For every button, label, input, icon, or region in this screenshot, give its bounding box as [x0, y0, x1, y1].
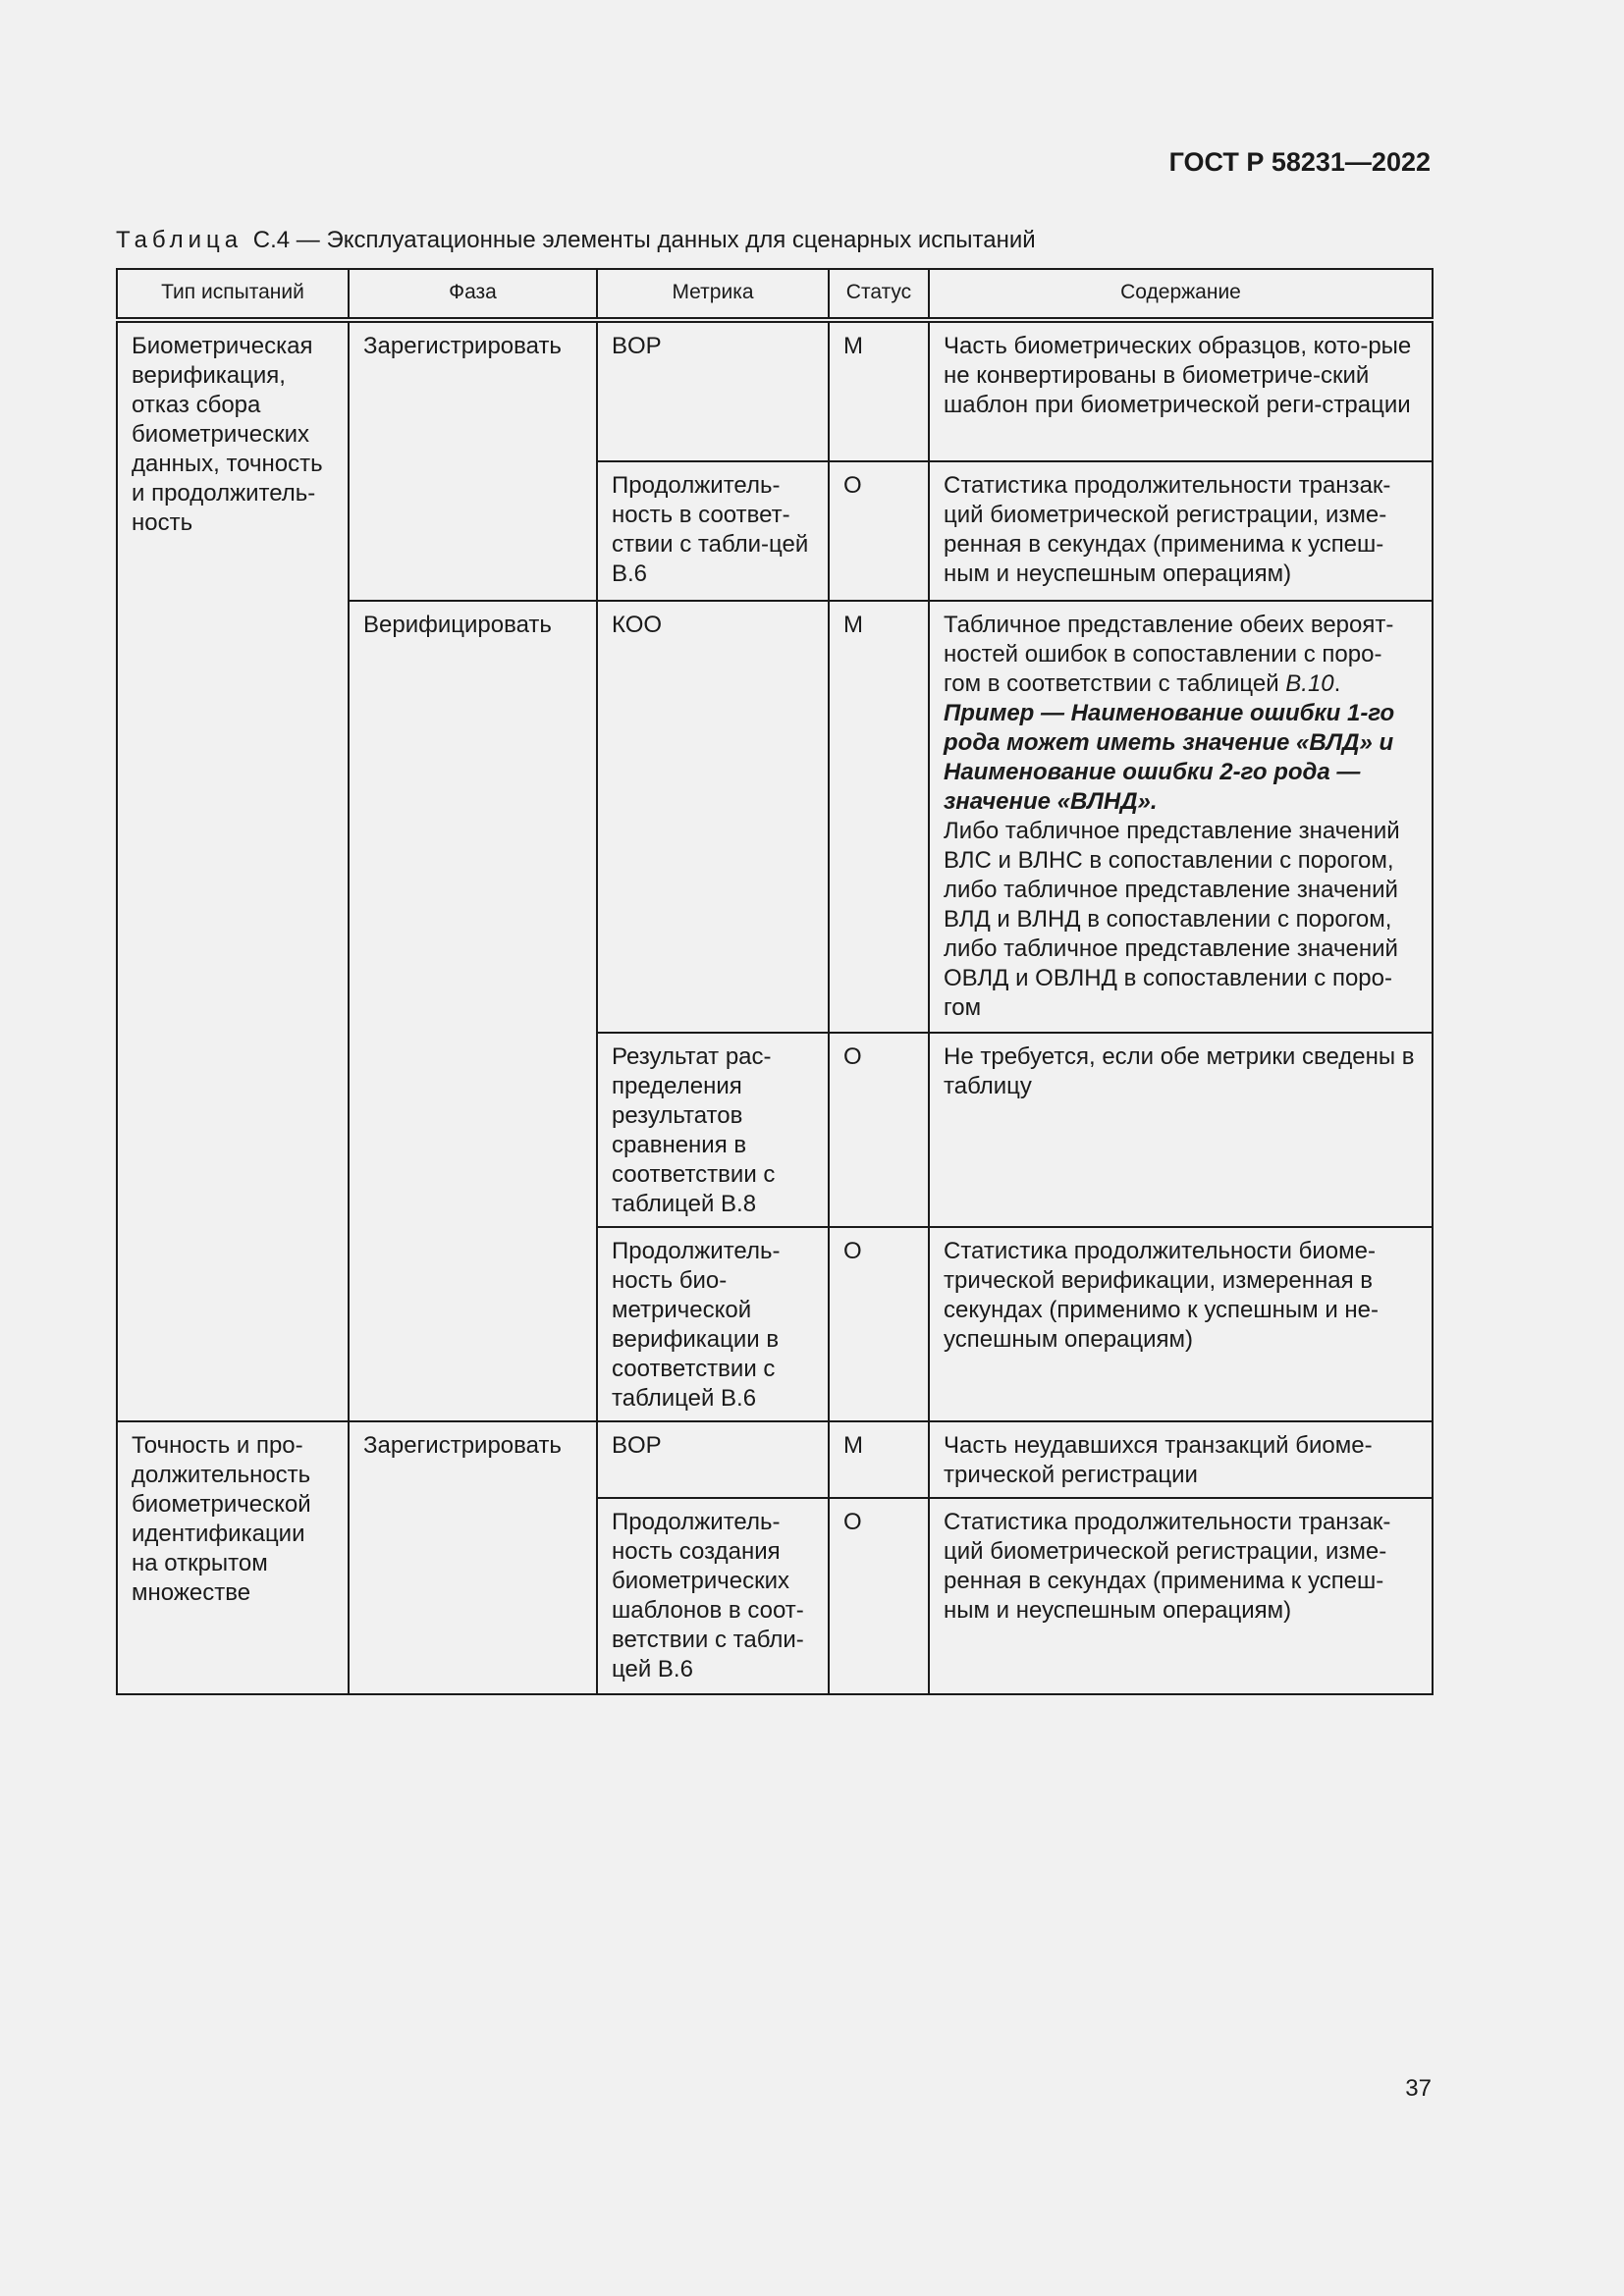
standard-header: ГОСТ Р 58231—2022 [1168, 147, 1431, 177]
content-cell [929, 601, 1433, 1033]
status-cell: M [829, 1421, 929, 1498]
table-caption [116, 227, 1036, 254]
metric-cell: Продолжитель-ность создания биометрических шаблонов в соот-ветствии с табли-цей В.6 [597, 1498, 829, 1694]
test-type-cell: Точность и про-должительность биометрической идентификации на открытом множестве [117, 1421, 349, 1694]
column-header: Фаза [349, 269, 597, 320]
table-caption-label: Таблица [116, 227, 244, 253]
column-header: Метрика [597, 269, 829, 320]
example-note: Пример — Наименование ошибки 1-го рода может иметь значение «ВЛД» и Наименование ошибки 2-го рода — значение «ВЛНД». [944, 700, 1395, 815]
phase-cell: Верифицировать [349, 601, 597, 1421]
table-header-row [117, 269, 1433, 320]
phase-cell: Зарегистрировать [349, 1421, 597, 1694]
column-header: Содержание [929, 269, 1433, 320]
content-cell: Статистика продолжительности транзак-ций биометрической регистрации, изме-ренная в секундах (применима к успеш-ным и неуспешным операциям) [929, 1498, 1433, 1694]
content-text: . [1333, 670, 1341, 697]
phase-cell: Зарегистрировать [349, 320, 597, 601]
content-cell: Не требуется, если обе метрики сведены в таблицу [929, 1033, 1433, 1227]
test-type-cell: Биометрическая верификация, отказ сбора биометрических данных, точность и продолжитель-ность [117, 320, 349, 1421]
status-cell: O [829, 1033, 929, 1227]
table-row [117, 320, 1433, 461]
page-number: 37 [1405, 2075, 1432, 2102]
metric-cell: Продолжитель-ность био-метрической верификации в соответствии с таблицей В.6 [597, 1227, 829, 1421]
content-text: Табличное представление обеих вероят-ностей ошибок в сопоставлении с поро-гом в соответствии с таблицей [944, 612, 1394, 697]
status-cell: M [829, 320, 929, 461]
metric-cell: BOP [597, 1421, 829, 1498]
content-cell: Часть биометрических образцов, кото-рые не конвертированы в биометриче-ский шаблон при биометрической реги-страции [929, 320, 1433, 461]
status-cell: M [829, 601, 929, 1033]
performance-data-table [116, 268, 1434, 1695]
content-cell: Статистика продолжительности транзак-ций биометрической регистрации, изме-ренная в секундах (применима к успеш-ным и неуспешным операциям) [929, 461, 1433, 601]
table-caption-text: С.4 — Эксплуатационные элементы данных для сценарных испытаний [252, 227, 1036, 253]
metric-cell: Продолжитель-ность в соответ-ствии с табли-цей В.6 [597, 461, 829, 601]
metric-cell: КОО [597, 601, 829, 1033]
content-cell: Статистика продолжительности биоме-трической верификации, измеренная в секундах (применимо к успешным и не-успешным операциям) [929, 1227, 1433, 1421]
content-cell: Часть неудавшихся транзакций биоме-трической регистрации [929, 1421, 1433, 1498]
status-cell: O [829, 1498, 929, 1694]
status-cell: O [829, 1227, 929, 1421]
column-header: Статус [829, 269, 929, 320]
table-row [117, 1421, 1433, 1498]
content-text: Либо табличное представление значений ВЛС и ВЛНС в сопоставлении с порогом, либо табличное представление значений ВЛД и ВЛНД в сопоставлении с порогом, либо табличное представление значений ОВЛД и ОВЛНД в сопоставлении с поро-гом [944, 818, 1400, 1021]
metric-cell: BOP [597, 320, 829, 461]
column-header: Тип испытаний [117, 269, 349, 320]
status-cell: O [829, 461, 929, 601]
metric-cell: Результат рас-пределения результатов сравнения в соответствии с таблицей В.8 [597, 1033, 829, 1227]
table-reference: В.10 [1285, 670, 1334, 697]
